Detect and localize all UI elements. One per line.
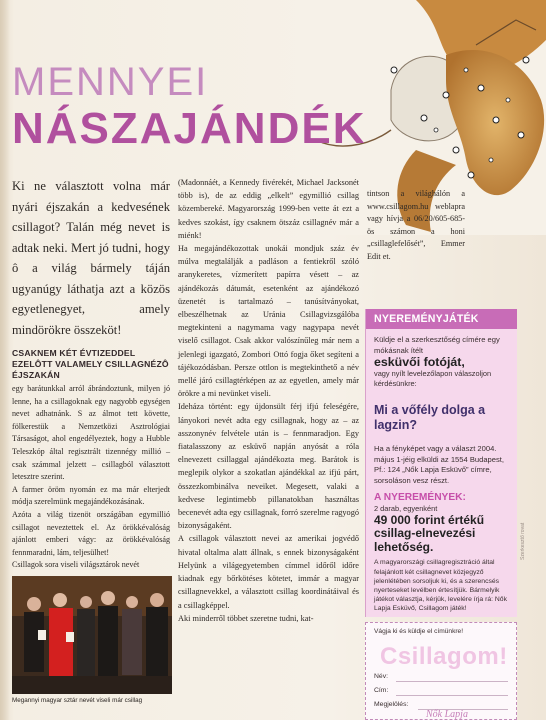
contest-intro-2: vagy nyílt levelezőlapon válaszoljon kérdésünkre: xyxy=(374,369,492,389)
contest-heading: NYEREMÉNYJÁTÉK xyxy=(366,309,517,329)
column-2-paragraph: (Madonnáét, a Kennedy fivérekét, Michael Jacksonét több is), de az eddig „elkelt” egymillió csillag közembereké. Magyarország 1999-ben vette át ezt a kedves szokást, így csaknem ötszáz csillagnév már a miénk! xyxy=(178,178,359,240)
column-2-paragraph: A csillagok választott nevei az amerikai jogvédő hivatal oltalma alatt állnak, s ennek bizonyságaként Helyünk a világegyetemben címmel időről időre kiadnak egy bőrkötéses kötetet, immár a magyar csillagnevekkel, a választott csillag koordinátáival és a csillagképpel. xyxy=(178,534,359,610)
contest-rules: A magyarországi csillagregisztráció által felajánlott két csillagnevet közjegyző jelenlétében sorsoljuk ki, és a szerencsés nyerteseket levélben értesítjük. Bármelyik játékot választja, kérjük, levelére írja rá: Nők Lapja Esküvő, Csillagom játék! xyxy=(374,559,507,613)
contest-intro: Küldje el a szerkesztőség címére egy mókásnak ítélt xyxy=(374,335,500,355)
celebrity-photo xyxy=(12,576,172,694)
column-1-paragraph: Csillagok sora viseli világsztárok nevét xyxy=(12,560,140,570)
side-credit: Szerkesztő rovat xyxy=(520,522,526,560)
headline-line1: MENNYEI xyxy=(12,60,209,104)
entry-coupon[interactable] xyxy=(365,622,517,720)
column-3 xyxy=(367,188,465,264)
prizes-count: 2 darab, egyenként xyxy=(374,503,438,513)
page-fold-shadow xyxy=(0,0,10,720)
coupon-field-label-address: Cím: xyxy=(374,687,389,694)
contest-address: Ha a fényképet vagy a választ 2004. május 1-jéig elküldi az 1554 Budapest, Pf.: 124 „Nők Lapja Esküvő” címre, sorsoláson vesz részt. xyxy=(374,444,505,485)
prizes-heading: A NYEREMÉNYEK: xyxy=(374,491,466,503)
contest-photo-text: esküvői fotóját, xyxy=(374,355,465,370)
subheading: CSAKNEM KÉT ÉVTIZEDDEL EZELÔTT VALAMELY CSILLAGNÉZÔ ÉJSZAKÁN xyxy=(12,348,169,380)
coupon-name-line[interactable] xyxy=(396,681,508,682)
coupon-address-line[interactable] xyxy=(396,695,508,696)
contest-question: Mi a vőfély dolga a lagzin? xyxy=(374,403,486,433)
column-1-body xyxy=(12,383,170,572)
coupon-field-label-answer: Megjelölés: xyxy=(374,701,409,708)
contest-box xyxy=(365,309,517,617)
lead-paragraph: Ki ne választott volna már nyári éjszakán a kedvesének csillagot? Talán még nevet is adtak neki. Mert jó tudni, hogy ô a világ bármely táján ugyanúgy láthatja azt a közös egyetlenegyet, amely mindörökre összeköt! xyxy=(12,179,170,337)
column-1-paragraph: Azóta a világ tizenöt országában egymillió csillagot neveztettek el. Az örökkévalóság ajánlott emberi vágy: az örökkévalóság fennmaradni, lám, teljesülhet! xyxy=(12,509,170,557)
coupon-instruction: Vágja ki és küldje el címünkre! xyxy=(374,628,464,635)
photo-caption: Megannyi magyar sztár nevét viseli már csillag xyxy=(12,697,143,704)
headline-line2: NÁSZAJÁNDÉK xyxy=(12,104,367,153)
column-2-paragraph: Ideháza történt: egy újdonsült férj ifjú feleségére, lányokori nevét adta egy csillagnak, hogy az – az asszonynév felvétele után is – fennmaradjon. Egy fiatalasszony az esküvő napján anyósát a róla elnevezett csillaggal ajándékozta meg. Barátok is meglepik olykor a szokatlan ajándékkal az ifjú párt, összezkombinálva neveiket. Megesett, valaki a kedvese legintimebb pillanatokban használtas becenevét adta egy csillagnak, forró szerelme ragyogó bizonyságaként. xyxy=(178,402,359,531)
column-3-paragraph: tintson a világhálón a www.csillagom.hu weblapra vagy hívja a 06/20/605-685-ös számon a honi „csillaglefelősét”, Emmer Edit et. xyxy=(367,189,465,261)
prize-text: 49 000 forint értékű csillag-elnevezési lehetőség. xyxy=(374,512,485,554)
celebrity-group-image xyxy=(12,576,172,694)
coupon-brand: Nők Lapja xyxy=(426,709,468,720)
column-1-paragraph: A farmer öröm nyomán ez ma már elterjedt módja szerelmünk megajándékozásának. xyxy=(12,484,170,507)
column-2 xyxy=(178,176,359,625)
coupon-field-label-name: Név: xyxy=(374,673,388,680)
coupon-watermark-word: Csillagom! xyxy=(380,643,508,670)
column-1 xyxy=(12,176,170,572)
column-2-paragraph: Ha megajándékozottak unokái mondjuk száz év múlva megtalálják a padláson a fentiekről szóló aranykeretes, vízmerített papírra vésett – az ajándékozás dátumát, esetenként az ajándékozó üzenetét is tartalmazó – tanúsítványokat, elbeszélhetnak az Uránia Csillagvizsgálóba megtekinteni a nagymama vagy nagypapa nevét viselő csillagot. Csak akkor valószínűleg már nem a jelenlegi igazgató, Zombori Ottó fogja őket segíteni a tájékozódásban. Persze ottlon is megtekinthető a név mellé járó csillagtérképen az az egyetlen, amely már örökre a mi nevünket viseli. xyxy=(178,244,359,399)
column-1-paragraph: egy barátunkkal arról ábrándoztunk, milyen jó lenne, ha a csillagoknak egy nagyobb egységen nevet adhatnánk. S az álmot tett követte, fölkerestük a Nemzetközi Asztrológiai Társaságot, ahol engedélyeztek, hogy a Hubble Teleszkóp által regisztrált tizennégy millió – csak számmal jelzett – csillagból választott letesztre szerint. xyxy=(12,384,170,482)
column-2-paragraph: Aki minderről többet szeretne tudni, kat- xyxy=(178,613,314,623)
